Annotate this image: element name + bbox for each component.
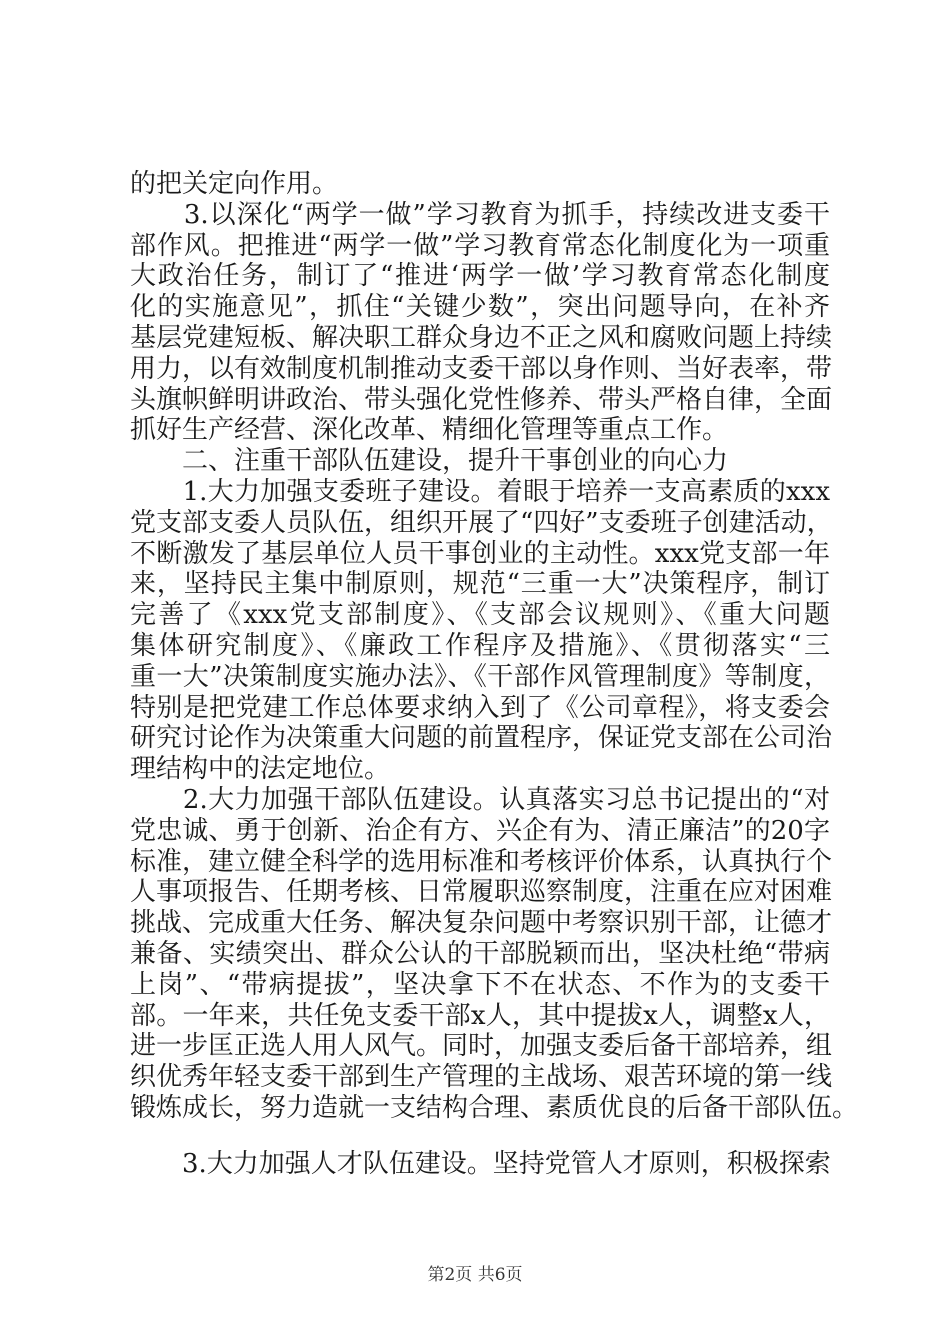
text-line-2: 3.以深化“两学一做”学习教育为抓手，持续改进支委干 [130,200,830,230]
text-line-32: 3.大力加强人才队伍建设。坚持党管人才原则，积极探索 [130,1149,831,1179]
text-line-7: 用力，以有效制度机制推动支委干部以身作则、当好表率，带 [130,354,833,384]
text-line-18: 特别是把党建工作总体要求纳入到了《公司章程》，将支委会 [130,693,830,723]
text-line-3: 部作风。把推进“两学一做”学习教育常态化制度化为一项重 [130,231,830,261]
text-line-23: 标准，建立健全科学的选用标准和考核评价体系，认真执行个 [130,847,833,877]
text-line-28: 部。一年来，共任免支委干部x人，其中提拔x人，调整x人， [130,1001,830,1031]
page-footer: 第2页 共6页 [427,1265,523,1285]
section-heading: 二、注重干部队伍建设，提升干事创业的向心力 [130,446,729,476]
text-line-27: 上岗”、“带病提拔”，坚决拿下不在状态、不作为的支委干 [130,970,830,1000]
text-line-25: 挑战、完成重大任务、解决复杂问题中考察识别干部，让德才 [130,908,833,938]
text-line-31: 锻炼成长，努力造就一支结构合理、素质优良的后备干部队伍。 [130,1093,859,1123]
text-line-16: 集体研究制度》、《廉政工作程序及措施》、《贯彻落实“三 [130,631,830,661]
text-line-5: 化的实施意见”，抓住“关键少数”，突出问题导向，在补齐 [130,292,830,322]
text-line-9: 抓好生产经营、深化改革、精细化管理等重点工作。 [130,415,729,445]
text-line-11: 1.大力加强支委班子建设。着眼于培养一支高素质的xxx [130,477,830,507]
text-line-26: 兼备、实绩突出、群众公认的干部脱颖而出，坚决杜绝“带病 [130,939,830,969]
text-line-1: 的把关定向作用。 [130,169,339,199]
text-line-4: 大政治任务，制订了“推进‘两学一做’学习教育常态化制度 [130,261,830,291]
text-line-29: 进一步匡正选人用人风气。同时，加强支委后备干部培养，组 [130,1031,833,1061]
text-line-20: 理结构中的法定地位。 [130,754,391,784]
text-line-22: 党忠诚、勇于创新、治企有方、兴企有为、清正廉洁”的20字 [130,816,830,846]
text-line-24: 人事项报告、任期考核、日常履职巡察制度，注重在应对困难 [130,877,833,907]
text-line-17: 重一大”决策制度实施办法》、《干部作风管理制度》等制度， [130,662,830,692]
text-line-14: 来，坚持民主集中制原则，规范“三重一大”决策程序，制订 [130,569,830,599]
text-line-15: 完善了《xxx党支部制度》、《支部会议规则》、《重大问题 [130,600,830,630]
text-line-30: 织优秀年轻支委干部到生产管理的主战场、艰苦环境的第一线 [130,1062,833,1092]
text-line-8: 头旗帜鲜明讲政治、带头强化党性修养、带头严格自律，全面 [130,385,833,415]
text-line-21: 2.大力加强干部队伍建设。认真落实习总书记提出的“对 [130,785,830,815]
text-line-12: 党支部支委人员队伍，组织开展了“四好”支委班子创建活动， [130,508,833,538]
text-line-13: 不断激发了基层单位人员干事创业的主动性。xxx党支部一年 [130,539,830,569]
text-line-19: 研究讨论作为决策重大问题的前置程序，保证党支部在公司治 [130,723,833,753]
text-line-6: 基层党建短板、解决职工群众身边不正之风和腐败问题上持续 [130,323,833,353]
